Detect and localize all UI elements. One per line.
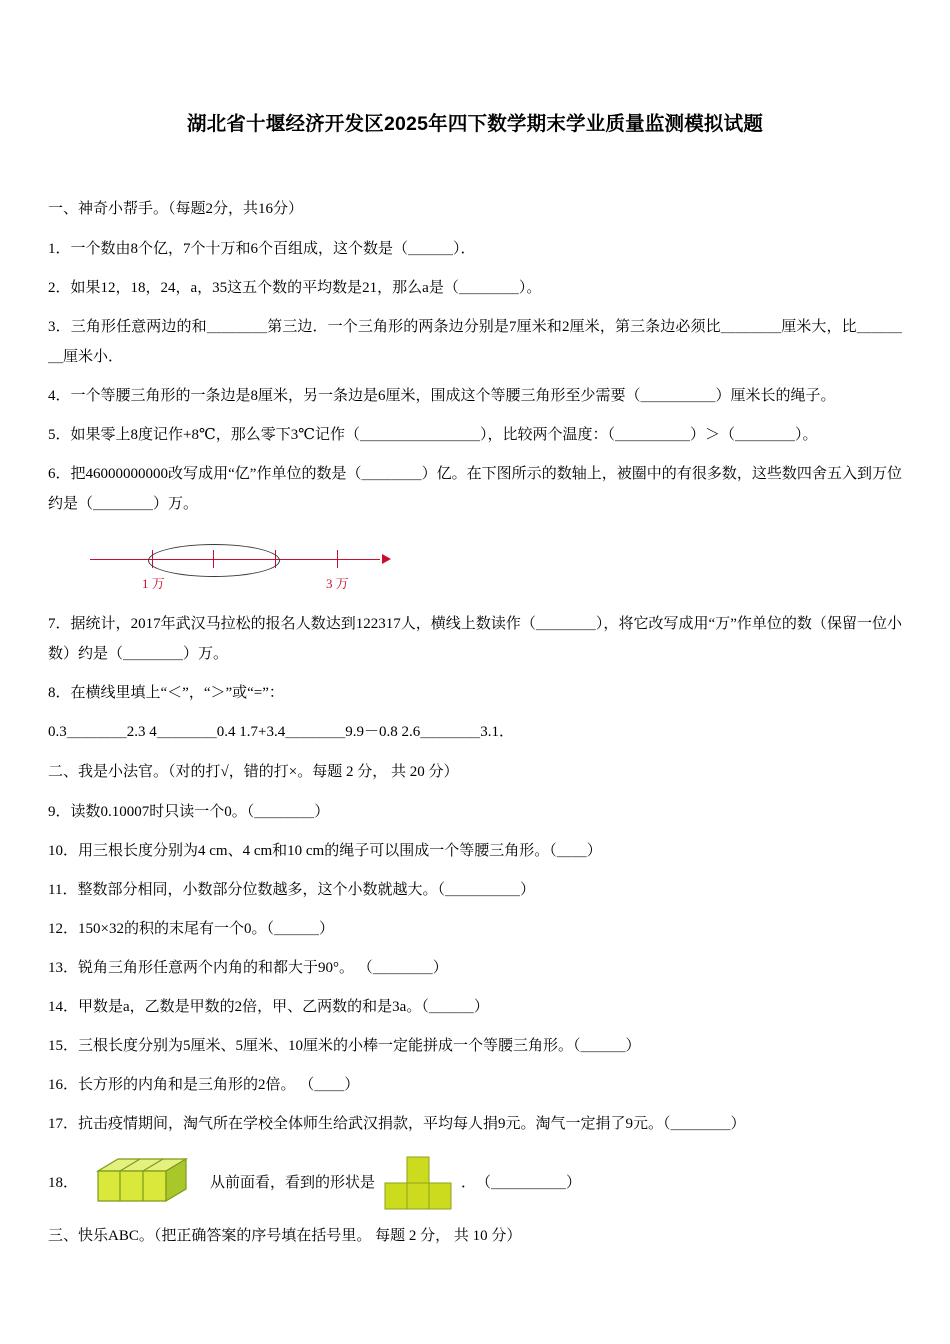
question-16: 16．长方形的内角和是三角形的2倍。 （＿＿） [48, 1077, 360, 1093]
question-18 [48, 1155, 902, 1211]
cube-solid-icon [82, 1157, 202, 1209]
section-heading-two: 二、我是小法官。（对的打√，错的打×。每题 2 分， 共 20 分） [48, 764, 459, 780]
page-title: 湖北省十堰经济开发区2025年四下数学期末学业质量监测模拟试题 [186, 113, 764, 135]
question-5: 5．如果零上8度记作+8℃，那么零下3℃记作（＿＿＿＿＿＿＿＿），比较两个温度：（＿＿＿＿＿）＞（＿＿＿＿）。 [48, 427, 818, 443]
question-13: 13．锐角三角形任意两个内角的和都大于90°。 （＿＿＿＿） [48, 960, 448, 976]
question-4: 4．一个等腰三角形的一条边是8厘米，另一条边是6厘米，围成这个等腰三角形至少需要（＿＿＿＿＿）厘米长的绳子。 [48, 388, 836, 404]
question-18-tail-text: ． （＿＿＿＿＿） [461, 1175, 582, 1191]
exam-body [48, 194, 902, 1251]
number-line-arrow-icon [382, 554, 391, 564]
question-12: 12．150×32的积的末尾有一个0。（＿＿＿） [48, 921, 334, 937]
question-6: 6．把46000000000改写成用“亿”作单位的数是（＿＿＿＿）亿。在下图所示的数轴上，被圈中的有很多数，这些数四舍五入到万位约是（＿＿＿＿）万。 [48, 466, 902, 512]
question-11: 11．整数部分相同，小数部分位数越多，这个小数就越大。（＿＿＿＿＿） [48, 882, 535, 898]
question-7: 7．据统计，2017年武汉马拉松的报名人数达到122317人，横线上数读作（＿＿＿＿），将它改写成用“万”作单位的数（保留一位小数）约是（＿＿＿＿）万。 [48, 616, 902, 662]
number-line-tick [337, 550, 338, 568]
question-10: 10．用三根长度分别为4 cm、4 cm和10 cm的绳子可以围成一个等腰三角形。（＿＿） [48, 843, 602, 859]
question-15: 15．三根长度分别为5厘米、5厘米、10厘米的小棒一定能拼成一个等腰三角形。（＿＿＿） [48, 1038, 641, 1054]
question-8-expressions: 0.3＿＿＿＿2.3 4＿＿＿＿0.4 1.7+3.4＿＿＿＿9.9－0.8 2.6＿＿＿＿3.1． [48, 724, 514, 740]
question-18-middle-text: 从前面看，看到的形状是 [210, 1175, 376, 1191]
question-17: 17．抗击疫情期间，淘气所在学校全体师生给武汉捐款，平均每人捐9元。淘气一定捐了9元。（＿＿＿＿） [48, 1116, 746, 1132]
question-1: 1．一个数由8个亿，7个十万和6个百组成，这个数是（＿＿＿）． [48, 241, 476, 257]
section-heading-one: 一、神奇小帮手。（每题2分，共16分） [48, 201, 304, 217]
question-18-index: 18． [48, 1175, 79, 1191]
number-line-label-left: 1 万 [142, 576, 165, 591]
question-3: 3．三角形任意两边的和＿＿＿＿第三边．一个三角形的两条边分别是7厘米和2厘米，第三条边必须比＿＿＿＿厘米大，比＿＿＿＿厘米小． [48, 319, 902, 365]
number-line-label-right: 3 万 [326, 576, 349, 591]
question-8: 8．在横线里填上“＜”，“＞”或“=”： [48, 685, 284, 701]
t-shape-icon [381, 1155, 455, 1211]
question-14: 14．甲数是a，乙数是甲数的2倍，甲、乙两数的和是3a。（＿＿＿） [48, 999, 489, 1015]
number-line [90, 533, 390, 595]
number-line-figure [48, 533, 902, 595]
question-9: 9．读数0.10007时只读一个0。（＿＿＿＿） [48, 804, 330, 820]
circled-region [148, 544, 280, 577]
question-2: 2．如果12，18，24，a，35这五个数的平均数是21，那么a是（＿＿＿＿）。 [48, 280, 542, 296]
section-heading-three: 三、快乐ABC。（把正确答案的序号填在括号里。 每题 2 分， 共 10 分） [48, 1228, 522, 1244]
